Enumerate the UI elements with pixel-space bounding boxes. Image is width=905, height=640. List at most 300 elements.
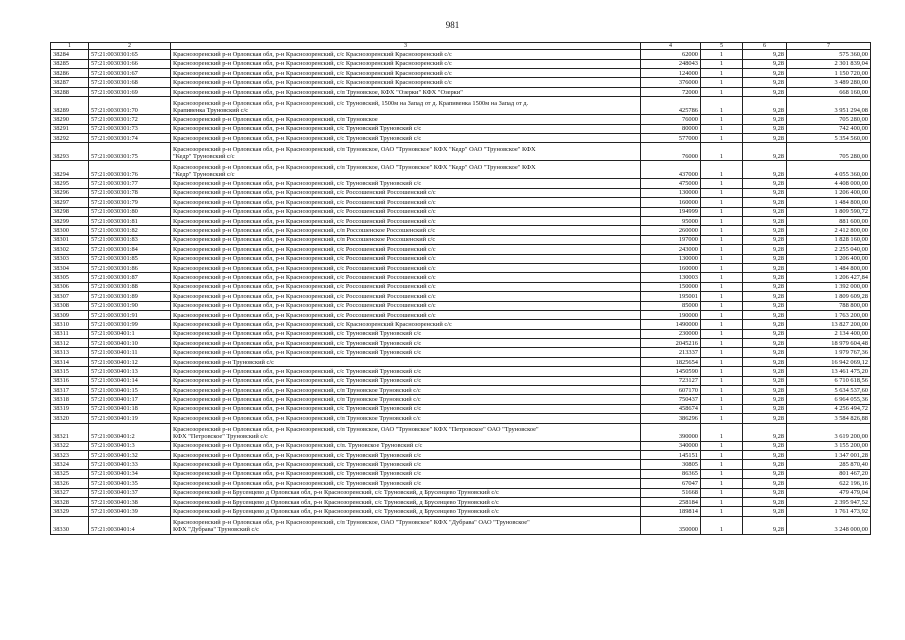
table-row	[51, 488, 871, 497]
share-cell: 1	[701, 78, 743, 87]
share-cell: 1	[701, 310, 743, 319]
area-cell: 62000	[641, 50, 701, 59]
area-cell: 130000	[641, 188, 701, 197]
table-row	[51, 87, 871, 96]
location-description-line: Краснозоренский р-н Орловская обл, р-н Краснозоренский, с/п Труновское, ОАО "Труновское" КФХ "Кедр" ОАО "Труновское" КФХ	[173, 163, 536, 171]
table-row	[51, 423, 871, 441]
row-number-cell: 38292	[51, 134, 89, 143]
cadastral-value-cell: 668 160,00	[787, 87, 871, 96]
share-cell: 1	[701, 479, 743, 488]
rate-cell: 9,28	[743, 87, 787, 96]
location-description-line: Краснозоренский р-н Орловская обл, р-н Краснозоренский, с/с Краснозоренский Краснозоренский с/с	[173, 50, 452, 58]
rate-cell: 9,28	[743, 423, 787, 441]
cadastral-value-cell: 2 255 040,00	[787, 245, 871, 254]
cadastral-number-cell: 57:21:0030301:73	[89, 124, 171, 133]
location-description-line: Краснозоренский р-н Орловская обл, р-н Краснозоренский, с/с Труновский Труновский с/с	[173, 180, 422, 188]
location-description-cell	[171, 235, 641, 244]
table-row	[51, 507, 871, 516]
rate-cell: 9,28	[743, 115, 787, 124]
location-description-line: Краснозоренский р-н Брусенцево д Орловская обл, р-н Краснозоренский, с/с Труновский, д Брусенцево Труновский с/с	[173, 507, 499, 515]
rate-cell: 9,28	[743, 320, 787, 329]
row-number-cell: 38319	[51, 404, 89, 413]
share-cell: 1	[701, 376, 743, 385]
rate-cell: 9,28	[743, 497, 787, 506]
area-cell: 51668	[641, 488, 701, 497]
table-row	[51, 497, 871, 506]
cadastral-number-cell: 57:21:0030301:72	[89, 115, 171, 124]
location-description-line: Краснозоренский р-н Орловская обл, р-н Краснозоренский, с/с Труновский Труновский с/с	[173, 451, 422, 459]
rate-cell: 9,28	[743, 386, 787, 395]
location-description-cell	[171, 516, 641, 534]
share-cell: 1	[701, 179, 743, 188]
location-description-cell	[171, 339, 641, 348]
column-header: 7	[787, 43, 871, 50]
area-cell: 150000	[641, 282, 701, 291]
location-description-cell	[171, 254, 641, 263]
rate-cell: 9,28	[743, 216, 787, 225]
share-cell: 1	[701, 273, 743, 282]
cadastral-number-cell: 57:21:0030301:85	[89, 254, 171, 263]
share-cell: 1	[701, 134, 743, 143]
rate-cell: 9,28	[743, 507, 787, 516]
cadastral-number-cell: 57:21:0030401:39	[89, 507, 171, 516]
share-cell: 1	[701, 386, 743, 395]
cadastral-value-cell: 2 301 839,04	[787, 59, 871, 68]
area-cell: 80000	[641, 124, 701, 133]
column-header: 6	[743, 43, 787, 50]
location-description-cell	[171, 273, 641, 282]
cadastral-number-cell: 57:21:0030401:10	[89, 339, 171, 348]
row-number-cell: 38325	[51, 469, 89, 478]
location-description-cell	[171, 395, 641, 404]
share-cell: 1	[701, 198, 743, 207]
location-description-cell	[171, 376, 641, 385]
share-cell: 1	[701, 292, 743, 301]
location-description-line: Краснозоренский р-н Орловская обл, р-н Краснозоренский, с/с Россошенский Россошенский с/с	[173, 264, 436, 272]
share-cell: 1	[701, 469, 743, 478]
table-row	[51, 469, 871, 478]
location-description-line: Краснозоренский р-н Орловская обл, р-н Краснозоренский, с/п Россошенское Россошенский с/с	[173, 227, 436, 235]
table-row	[51, 59, 871, 68]
share-cell: 1	[701, 329, 743, 338]
page-number: 981	[445, 20, 460, 30]
location-description-cell	[171, 488, 641, 497]
cadastral-value-cell: 13 461 475,20	[787, 367, 871, 376]
location-description-cell	[171, 423, 641, 441]
location-description-line: Краснозоренский р-н Орловская обл, р-н Краснозоренский, с/с Россошенский Россошенский с/с	[173, 255, 436, 263]
table-header-row	[51, 43, 871, 50]
cadastral-value-cell: 3 951 294,08	[787, 97, 871, 115]
share-cell: 1	[701, 97, 743, 115]
row-number-cell: 38305	[51, 273, 89, 282]
cadastral-value-cell: 5 354 560,00	[787, 134, 871, 143]
cadastral-value-cell: 4 055 360,00	[787, 161, 871, 179]
location-description-cell	[171, 320, 641, 329]
table-row	[51, 115, 871, 124]
table-row	[51, 329, 871, 338]
cadastral-number-cell: 57:21:0030301:99	[89, 320, 171, 329]
cadastral-value-cell: 1 206 400,00	[787, 254, 871, 263]
cadastral-value-cell: 881 600,00	[787, 216, 871, 225]
cadastral-value-cell: 3 489 280,00	[787, 78, 871, 87]
table-row	[51, 179, 871, 188]
cadastral-number-cell: 57:21:0030401:38	[89, 497, 171, 506]
cadastral-value-cell: 742 400,00	[787, 124, 871, 133]
area-cell: 1825654	[641, 357, 701, 366]
row-number-cell: 38316	[51, 376, 89, 385]
location-description-cell	[171, 188, 641, 197]
cadastral-number-cell: 57:21:0030301:90	[89, 301, 171, 310]
area-cell: 577000	[641, 134, 701, 143]
table-row	[51, 134, 871, 143]
share-cell: 1	[701, 414, 743, 423]
rate-cell: 9,28	[743, 245, 787, 254]
area-cell: 190000	[641, 310, 701, 319]
rate-cell: 9,28	[743, 414, 787, 423]
row-number-cell: 38307	[51, 292, 89, 301]
cadastral-value-cell: 4 408 000,00	[787, 179, 871, 188]
location-description-line: Краснозоренский р-н Орловская обл, р-н Краснозоренский, с/с Россошенский Россошенский с/с	[173, 217, 436, 225]
cadastral-value-cell: 3 155 200,00	[787, 441, 871, 450]
rate-cell: 9,28	[743, 59, 787, 68]
cadastral-number-cell: 57:21:0030301:79	[89, 198, 171, 207]
location-description-cell	[171, 245, 641, 254]
share-cell: 1	[701, 282, 743, 291]
share-cell: 1	[701, 59, 743, 68]
area-cell: 243000	[641, 245, 701, 254]
cadastral-number-cell: 57:21:0030301:91	[89, 310, 171, 319]
table-row	[51, 339, 871, 348]
area-cell: 1450590	[641, 367, 701, 376]
location-description-cell	[171, 198, 641, 207]
table-row	[51, 460, 871, 469]
cadastral-value-cell: 285 870,40	[787, 460, 871, 469]
row-number-cell: 38326	[51, 479, 89, 488]
location-description-cell	[171, 507, 641, 516]
share-cell: 1	[701, 507, 743, 516]
table-row	[51, 282, 871, 291]
row-number-cell: 38309	[51, 310, 89, 319]
rate-cell: 9,28	[743, 235, 787, 244]
cadastral-value-cell: 622 196,16	[787, 479, 871, 488]
cadastral-number-cell: 57:21:0030301:74	[89, 134, 171, 143]
location-description-line: Краснозоренский р-н Орловская обл, р-н Краснозоренский, с/с Труновский Труновский с/с	[173, 470, 422, 478]
location-description-cell	[171, 414, 641, 423]
row-number-cell: 38301	[51, 235, 89, 244]
row-number-cell: 38320	[51, 414, 89, 423]
share-cell: 1	[701, 301, 743, 310]
share-cell: 1	[701, 339, 743, 348]
location-description-cell	[171, 50, 641, 59]
rate-cell: 9,28	[743, 488, 787, 497]
location-description-line: Краснозоренский р-н Брусенцево д Орловская обл, р-н Краснозоренский, с/с Труновский, д Брусенцево Труновский с/с	[173, 498, 499, 506]
row-number-cell: 38290	[51, 115, 89, 124]
location-description-line: Краснозоренский р-н Орловская обл, р-н Краснозоренский, с/с Россошенский Россошенский с/с	[173, 311, 436, 319]
row-number-cell: 38330	[51, 516, 89, 534]
cadastral-value-cell: 2 395 947,52	[787, 497, 871, 506]
location-description-cell	[171, 301, 641, 310]
row-number-cell: 38327	[51, 488, 89, 497]
row-number-cell: 38298	[51, 207, 89, 216]
area-cell: 213337	[641, 348, 701, 357]
cadastral-value-cell: 2 412 800,00	[787, 226, 871, 235]
location-description-cell	[171, 348, 641, 357]
cadastral-value-cell: 705 280,00	[787, 143, 871, 161]
cadastral-value-cell: 3 584 826,88	[787, 414, 871, 423]
rate-cell: 9,28	[743, 348, 787, 357]
share-cell: 1	[701, 367, 743, 376]
row-number-cell: 38286	[51, 69, 89, 78]
table-row	[51, 143, 871, 161]
location-description-cell	[171, 460, 641, 469]
table-row	[51, 188, 871, 197]
cadastral-value-cell: 1 150 720,00	[787, 69, 871, 78]
row-number-cell: 38315	[51, 367, 89, 376]
cadastral-value-cell: 1 206 400,00	[787, 188, 871, 197]
area-cell: 607170	[641, 386, 701, 395]
row-number-cell: 38299	[51, 216, 89, 225]
location-description-cell	[171, 216, 641, 225]
area-cell: 350000	[641, 516, 701, 534]
share-cell: 1	[701, 497, 743, 506]
rate-cell: 9,28	[743, 292, 787, 301]
column-header: 3	[171, 43, 641, 50]
area-cell: 475000	[641, 179, 701, 188]
table-row	[51, 216, 871, 225]
location-description-line: "Кедр" Труновский с/с	[173, 170, 235, 178]
location-description-line: Краснозоренский р-н Орловская обл, р-н Краснозоренский, с/с Труновский Труновский с/с	[173, 339, 422, 347]
share-cell: 1	[701, 348, 743, 357]
row-number-cell: 38303	[51, 254, 89, 263]
row-number-cell: 38329	[51, 507, 89, 516]
rate-cell: 9,28	[743, 78, 787, 87]
location-description-line: Краснозоренский р-н Брусенцево д Орловская обл, р-н Краснозоренский, с/с Труновский, д Брусенцево Труновский с/с	[173, 489, 499, 497]
cadastral-number-cell: 57:21:0030301:66	[89, 59, 171, 68]
table-row	[51, 245, 871, 254]
land-plot-table	[50, 42, 871, 535]
location-description-line: Краснозоренский р-н Орловская обл, р-н Краснозоренский, с/с Россошенский Россошенский с/с	[173, 189, 436, 197]
cadastral-value-cell: 1 392 000,00	[787, 282, 871, 291]
location-description-cell	[171, 329, 641, 338]
cadastral-number-cell: 57:21:0030301:69	[89, 87, 171, 96]
rate-cell: 9,28	[743, 207, 787, 216]
location-description-cell	[171, 386, 641, 395]
location-description-cell	[171, 115, 641, 124]
row-number-cell: 38308	[51, 301, 89, 310]
row-number-cell: 38302	[51, 245, 89, 254]
cadastral-number-cell: 57:21:0030401:18	[89, 404, 171, 413]
table-row	[51, 450, 871, 459]
share-cell: 1	[701, 124, 743, 133]
area-cell: 76000	[641, 115, 701, 124]
location-description-line: Краснозоренский р-н Орловская обл, р-н Краснозоренский, с/с Россошенский Россошенский с/с	[173, 283, 436, 291]
share-cell: 1	[701, 404, 743, 413]
cadastral-value-cell: 6 710 618,56	[787, 376, 871, 385]
cadastral-number-cell: 57:21:0030401:17	[89, 395, 171, 404]
rate-cell: 9,28	[743, 460, 787, 469]
rate-cell: 9,28	[743, 263, 787, 272]
area-cell: 230000	[641, 329, 701, 338]
row-number-cell: 38300	[51, 226, 89, 235]
table-row	[51, 124, 871, 133]
location-description-line: Краснозоренский р-н Орловская обл, р-н Краснозоренский, с/с Россошенский Россошенский с/с	[173, 208, 436, 216]
cadastral-value-cell: 2 134 400,00	[787, 329, 871, 338]
table-row	[51, 97, 871, 115]
cadastral-value-cell: 788 800,00	[787, 301, 871, 310]
cadastral-value-cell: 575 360,00	[787, 50, 871, 59]
row-number-cell: 38296	[51, 188, 89, 197]
cadastral-value-cell: 1 484 800,00	[787, 263, 871, 272]
location-description-cell	[171, 263, 641, 272]
location-description-line: Краснозоренский р-н Орловская обл, р-н Краснозоренский, с/п Труновское Труновский с/с	[173, 386, 421, 394]
rate-cell: 9,28	[743, 367, 787, 376]
location-description-cell	[171, 282, 641, 291]
rate-cell: 9,28	[743, 301, 787, 310]
column-header: 5	[701, 43, 743, 50]
cadastral-number-cell: 57:21:0030301:80	[89, 207, 171, 216]
location-description-cell	[171, 69, 641, 78]
location-description-line: Краснозоренский р-н Орловская обл, р-н Краснозоренский, с/с Труновский Труновский с/с	[173, 367, 422, 375]
table-row	[51, 357, 871, 366]
cadastral-value-cell: 1 809 590,72	[787, 207, 871, 216]
location-description-line: КФХ "Дубрава" Труновский с/с	[173, 525, 259, 533]
row-number-cell: 38322	[51, 441, 89, 450]
location-description-cell	[171, 226, 641, 235]
location-description-cell	[171, 310, 641, 319]
column-header: 4	[641, 43, 701, 50]
row-number-cell: 38284	[51, 50, 89, 59]
location-description-cell	[171, 143, 641, 161]
area-cell: 723127	[641, 376, 701, 385]
rate-cell: 9,28	[743, 273, 787, 282]
table-row	[51, 263, 871, 272]
share-cell: 1	[701, 226, 743, 235]
row-number-cell: 38323	[51, 450, 89, 459]
rate-cell: 9,28	[743, 69, 787, 78]
rate-cell: 9,28	[743, 143, 787, 161]
share-cell: 1	[701, 87, 743, 96]
table-row	[51, 404, 871, 413]
cadastral-value-cell: 3 619 200,00	[787, 423, 871, 441]
location-description-cell	[171, 497, 641, 506]
cadastral-number-cell: 57:21:0030301:87	[89, 273, 171, 282]
area-cell: 76000	[641, 143, 701, 161]
cadastral-number-cell: 57:21:0030301:86	[89, 263, 171, 272]
rate-cell: 9,28	[743, 357, 787, 366]
location-description-line: Краснозоренский р-н Орловская обл, р-н Краснозоренский, с/п Труновское, ОАО "Труновское" КФХ "Дубрава" ОАО "Труновское"	[173, 519, 530, 527]
location-description-line: Краснозоренский р-н Орловская обл, р-н Краснозоренский, с/с Труновский Труновский с/с	[173, 377, 422, 385]
rate-cell: 9,28	[743, 516, 787, 534]
location-description-cell	[171, 357, 641, 366]
row-number-cell: 38285	[51, 59, 89, 68]
location-description-line: Краснозоренский р-н Орловская обл, р-н Краснозоренский, с/п Труновское, ОАО "Труновское" КФХ "Кедр" ОАО "Труновское" КФХ	[173, 145, 536, 153]
cadastral-number-cell: 57:21:0030401:2	[89, 423, 171, 441]
rate-cell: 9,28	[743, 97, 787, 115]
location-description-line: Краснозоренский р-н Орловская обл, р-н Краснозоренский, с/с Россошенский Россошенский с/с	[173, 292, 436, 300]
cadastral-number-cell: 57:21:0030401:37	[89, 488, 171, 497]
row-number-cell: 38328	[51, 497, 89, 506]
location-description-line: Краснозоренский р-н Орловская обл, р-н Краснозоренский, с/п Труновское Труновский с/с	[173, 414, 421, 422]
location-description-cell	[171, 292, 641, 301]
location-description-cell	[171, 179, 641, 188]
location-description-line: Краснозоренский р-н Орловская обл, р-н Краснозоренский, с/с Россошенский Россошенский с/с	[173, 274, 436, 281]
location-description-line: Краснозоренский р-н Орловская обл, р-н Краснозоренский, с/с Краснозоренский Краснозоренский с/с	[173, 69, 452, 77]
location-description-cell	[171, 404, 641, 413]
location-description-line: Краснозоренский р-н Орловская обл, р-н Краснозоренский, с/с Труновский Труновский с/с	[173, 479, 422, 487]
area-cell: 458674	[641, 404, 701, 413]
cadastral-number-cell: 57:21:0030401:1	[89, 329, 171, 338]
location-description-line: Краснозоренский р-н Орловская обл, р-н Краснозоренский, с/п. Труновское Труновский с/с	[173, 442, 423, 450]
area-cell: 189814	[641, 507, 701, 516]
table-row	[51, 367, 871, 376]
share-cell: 1	[701, 450, 743, 459]
area-cell: 260000	[641, 226, 701, 235]
table-row	[51, 235, 871, 244]
area-cell: 197000	[641, 235, 701, 244]
rate-cell: 9,28	[743, 198, 787, 207]
area-cell: 160000	[641, 198, 701, 207]
location-description-line: Краснозоренский р-н Орловская обл, р-н Краснозоренский, с/с Россошенский Россошенский с/с	[173, 245, 436, 253]
rate-cell: 9,28	[743, 226, 787, 235]
cadastral-value-cell: 801 467,20	[787, 469, 871, 478]
share-cell: 1	[701, 50, 743, 59]
column-header: 2	[89, 43, 171, 50]
location-description-cell	[171, 207, 641, 216]
cadastral-number-cell: 57:21:0030301:82	[89, 226, 171, 235]
location-description-cell	[171, 441, 641, 450]
rate-cell: 9,28	[743, 161, 787, 179]
rate-cell: 9,28	[743, 404, 787, 413]
area-cell: 130003	[641, 273, 701, 282]
cadastral-value-cell: 1 828 160,00	[787, 235, 871, 244]
rate-cell: 9,28	[743, 339, 787, 348]
row-number-cell: 38313	[51, 348, 89, 357]
location-description-line: Краснозоренский р-н Орловская обл, р-н Краснозоренский, с/п Труновское, КФХ "Озерки" КФХ "Озерки"	[173, 88, 463, 96]
row-number-cell: 38293	[51, 143, 89, 161]
cadastral-value-cell: 1 484 800,00	[787, 198, 871, 207]
cadastral-number-cell: 57:21:0030401:13	[89, 367, 171, 376]
area-cell: 72000	[641, 87, 701, 96]
location-description-cell	[171, 134, 641, 143]
table-row	[51, 226, 871, 235]
cadastral-value-cell: 1 206 427,84	[787, 273, 871, 282]
cadastral-value-cell: 4 256 494,72	[787, 404, 871, 413]
column-header: 1	[51, 43, 89, 50]
rate-cell: 9,28	[743, 376, 787, 385]
share-cell: 1	[701, 488, 743, 497]
table-row	[51, 320, 871, 329]
share-cell: 1	[701, 207, 743, 216]
cadastral-value-cell: 1 979 767,36	[787, 348, 871, 357]
cadastral-value-cell: 479 479,04	[787, 488, 871, 497]
share-cell: 1	[701, 254, 743, 263]
row-number-cell: 38324	[51, 460, 89, 469]
location-description-line: Краснозоренский р-н Орловская обл, р-н Краснозоренский, с/п Труновское	[173, 115, 378, 123]
share-cell: 1	[701, 441, 743, 450]
cadastral-number-cell: 57:21:0030301:89	[89, 292, 171, 301]
share-cell: 1	[701, 188, 743, 197]
location-description-line: Краснозоренский р-н Орловская обл, р-н Краснозоренский, с/с Труновский Труновский с/с	[173, 405, 422, 413]
location-description-cell	[171, 450, 641, 459]
share-cell: 1	[701, 320, 743, 329]
location-description-cell	[171, 161, 641, 179]
cadastral-number-cell: 57:21:0030401:32	[89, 450, 171, 459]
table-row	[51, 273, 871, 282]
location-description-cell	[171, 59, 641, 68]
row-number-cell: 38295	[51, 179, 89, 188]
row-number-cell: 38312	[51, 339, 89, 348]
cadastral-number-cell: 57:21:0030401:33	[89, 460, 171, 469]
